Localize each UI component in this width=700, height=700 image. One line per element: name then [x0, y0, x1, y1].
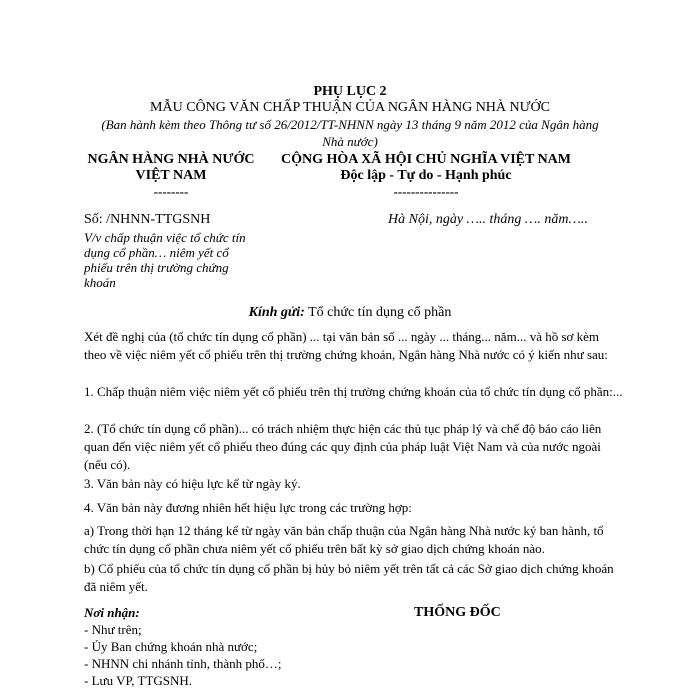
issuer-divider: --------: [153, 184, 189, 199]
receiver-item: - Như trên;: [84, 622, 142, 637]
subtitle-line-1: (Ban hành kèm theo Thông tư số 26/2012/TT-NHNN ngày 13 tháng 9 năm 2012 của Ngân hàng: [101, 117, 599, 132]
paragraph-2: 2. (Tổ chức tín dụng cổ phần)... có trách nhiệm thực hiện các thủ tục pháp lý và chế độ báo cáo liên quan đến việc niêm yết cổ phiếu theo đúng các quy định của pháp luật Việt Nam và của nước ngoài (nếu có).: [84, 421, 602, 472]
issuer-name-line-1: NGÂN HÀNG NHÀ NƯỚC: [87, 152, 255, 167]
appendix-title: PHỤ LỤC 2: [313, 84, 387, 99]
republic-divider: ---------------: [393, 184, 459, 199]
place-date: Hà Nội, ngày ….. tháng …. năm…..: [388, 212, 588, 227]
document-number: Số: /NHNN-TTGSNH: [84, 212, 211, 227]
intro-paragraph: Xét đề nghị của (tổ chức tín dụng cổ phần) ... tại văn bản số ... ngày ... tháng... năm... và hồ sơ kèm theo về việc niêm yết cổ phiếu trên thị trường chứng khoán, Ngân hàng Nhà nước có ý kiến như sau:: [84, 329, 608, 362]
receiver-item: - NHNN chi nhánh tỉnh, thành phố…;: [84, 656, 282, 671]
subject-line-3: phiếu trên thị trường chứng: [84, 260, 229, 275]
subject-line-2: dụng cổ phần… niêm yết cổ: [84, 245, 229, 260]
subject-line-4: khoán: [84, 275, 116, 290]
signer-title: THỐNG ĐỐC: [414, 605, 501, 620]
subject-line-1: V/v chấp thuận việc tổ chức tín: [84, 230, 246, 245]
paragraph-1: 1. Chấp thuận niêm việc niêm yết cổ phiếu trên thị trường chứng khoán của tổ chức tín dụng cổ phần:...: [84, 384, 623, 399]
paragraph-b: b) Cổ phiếu của tổ chức tín dụng cổ phần bị hủy bỏ niêm yết trên tất cả các Sở giao dịch chứng khoán đã niêm yết.: [84, 561, 614, 594]
receivers-label: Nơi nhận:: [84, 605, 140, 620]
paragraph-4: 4. Văn bản này đương nhiên hết hiệu lực trong các trường hợp:: [84, 500, 412, 515]
republic-motto: Độc lập - Tự do - Hạnh phúc: [340, 168, 512, 183]
subtitle-line-2: Nhà nước): [322, 134, 378, 149]
document-title: MẪU CÔNG VĂN CHẤP THUẬN CỦA NGÂN HÀNG NHÀ NƯỚC: [150, 100, 550, 115]
receiver-item: - Ủy Ban chứng khoán nhà nước;: [84, 639, 258, 654]
recipient-name: Tổ chức tín dụng cổ phần: [304, 305, 452, 320]
paragraph-a: a) Trong thời hạn 12 tháng kể từ ngày văn bản chấp thuận của Ngân hàng Nhà nước ký ban hành, tổ chức tín dụng cổ phần chưa niêm yết cổ phiếu trên bất kỳ sở giao dịch chứng khoán nào.: [84, 523, 604, 556]
recipient-label: Kính gửi:: [248, 305, 305, 320]
issuer-name-line-2: VIỆT NAM: [135, 168, 207, 183]
receiver-item: - Lưu VP, TTGSNH.: [84, 673, 193, 688]
paragraph-3: 3. Văn bản này có hiệu lực kể từ ngày ký.: [84, 476, 301, 491]
recipient-line: [0, 305, 700, 321]
republic-name: CỘNG HÒA XÃ HỘI CHỦ NGHĨA VIỆT NAM: [280, 152, 571, 167]
